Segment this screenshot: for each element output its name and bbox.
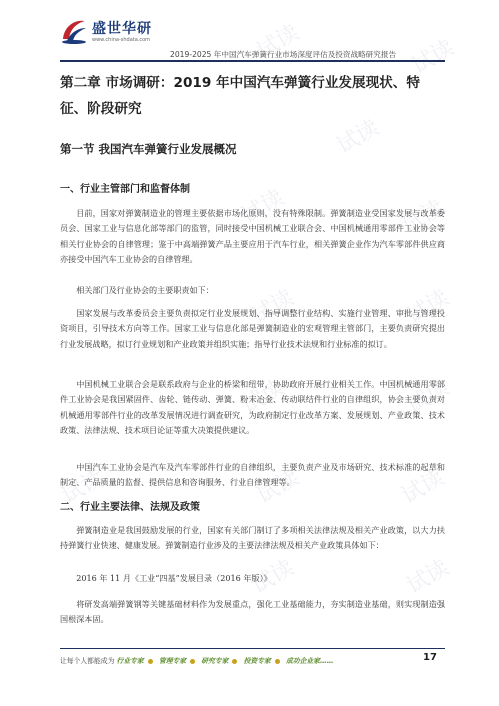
footer-role: 研究专家 — [201, 657, 229, 665]
logo-text: 盛世华研 — [92, 21, 152, 37]
subsection-title: 一、行业主管部门和监督体制 — [60, 184, 190, 195]
subsection-title: 二、行业主要法律、法规及政策 — [60, 502, 200, 513]
footer-role: 行业专家 — [116, 657, 144, 665]
watermark: 试读 — [252, 465, 304, 510]
footer-role: 成功企业家…… — [285, 657, 334, 665]
policy-title: 2016 年 11 月《工业“四基”发展目录（2016 年版）》 — [76, 573, 272, 583]
section-title: 第一节 我国汽车弹簧行业发展概况 — [60, 142, 237, 156]
watermark: 试读 — [397, 195, 449, 240]
watermark: 试读 — [402, 285, 454, 330]
logo-mark-icon — [60, 15, 88, 45]
bullet-icon — [232, 659, 237, 664]
watermark: 试读 — [247, 555, 299, 600]
page-number: 17 — [423, 652, 437, 663]
chapter-title: 第二章 市场调研：2019 年中国汽车弹簧行业发展现状、特征、阶段研究 — [60, 75, 420, 117]
bullet-icon — [148, 659, 153, 664]
watermark: 试读 — [407, 35, 459, 80]
logo-url: www.china-shdata.com — [92, 37, 151, 43]
watermark: 试读 — [237, 185, 289, 230]
paragraph: 目前，国家对弹簧制造业的管理主要依据市场化原则，没有特殊限制。弹簧制造业受国家发展与改革委员会、国家工业与信息化部等部门的监管，同时接受中国机械工业联合会、中国机械通用零部件工业协会等相关行业协会的自律管理；鉴于中高端弹簧产品主要应用于汽车行业，相关弹簧企业作为汽车零部件供应商亦接受中国汽车工业协会的自律管理。 — [60, 208, 445, 265]
watermark: 试读 — [247, 285, 299, 330]
paragraph: 将研发高端弹簧钢等关键基础材料作为发展重点，强化工业基础能力，夯实制造业基础，则实现制造强国根深本固。 — [60, 599, 445, 625]
watermark: 试读 — [332, 115, 384, 160]
watermark: 试读 — [397, 465, 449, 510]
watermark: 试读 — [402, 555, 454, 600]
footer-slogan — [60, 655, 334, 665]
header-divider — [60, 60, 445, 62]
paragraph: 国家发展与改革委员会主要负责拟定行业发展规划、指导调整行业结构、实施行业管理、审批与管理投资项目，引导技术方向等工作。国家工业与信息化部是弹簧制造业的宏观管理主管部门，主要负责研究提出行业发展战略，拟订行业规划和产业政策并组织实施；指导行业技术法规和行业标准的拟订。 — [60, 308, 445, 349]
paragraph: 弹簧制造业是我国鼓励发展的行业，国家有关部门制订了多项相关法律法规及相关产业政策，以大力扶持弹簧行业快速、健康发展。弹簧制造行业涉及的主要法律法规及相关产业政策具体如下： — [60, 525, 445, 551]
footer-role: 投资专家 — [243, 657, 271, 665]
footer-divider — [60, 648, 445, 649]
footer-role: 管理专家 — [158, 657, 187, 665]
paragraph: 中国汽车工业协会是汽车及汽车零部件行业的自律组织，主要负责产业及市场研究、技术标准的起草和制定、产品质量的监督、提供信息和咨询服务、行业自律管理等。 — [60, 462, 445, 488]
paragraph: 中国机械工业联合会是联系政府与企业的桥梁和纽带，协助政府开展行业相关工作。中国机械通用零部件工业协会是我国紧固件、齿轮、链传动、弹簧、粉末冶金、传动联结件行业的自律组织，协会主要负责对机械通用零部件行业的改革发展情况进行调查研究，为政府制定行业改革方案、发展规划、产业政策、技术政策、法律法规、技术项目论证等重大决策提供建议。 — [60, 379, 445, 436]
bullet-icon — [275, 659, 280, 664]
watermark: 试读 — [252, 20, 304, 65]
paragraph: 相关部门及行业协会的主要职责如下： — [76, 285, 214, 295]
watermark: 试读 — [237, 375, 289, 420]
watermark: 试读 — [402, 375, 454, 420]
footer-prefix: 让每个人都能成为 — [60, 657, 115, 665]
company-logo — [60, 9, 170, 51]
bullet-icon — [190, 659, 195, 664]
watermark: 试读 — [57, 465, 109, 510]
report-header-title: 2019-2025 年中国汽车弹簧行业市场深度评估及投资战略研究报告 — [170, 50, 397, 59]
